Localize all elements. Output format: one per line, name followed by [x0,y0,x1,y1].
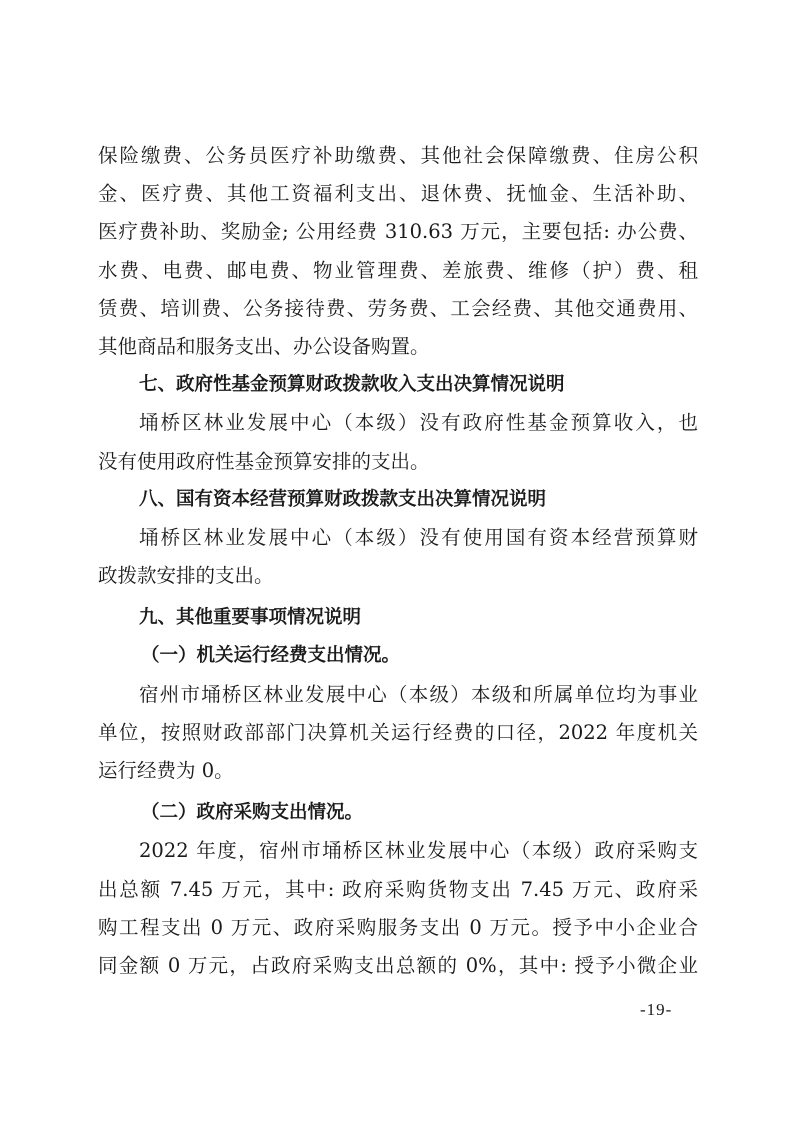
body-line: 同金额 0 万元，占政府采购支出总额的 0%，其中: 授予小微企业 [98,953,698,977]
body-line: 埇桥区林业发展中心（本级）没有使用国有资本经营预算财 [139,525,698,549]
body-line: 水费、电费、邮电费、物业管理费、差旅费、维修（护）费、租 [98,258,698,282]
body-line: 宿州市埇桥区林业发展中心（本级）本级和所属单位均为事业 [139,682,698,706]
body-line: 购工程支出 0 万元、政府采购服务支出 0 万元。授予中小企业合 [98,915,698,939]
body-line: 其他商品和服务支出、办公设备购置。 [98,334,430,358]
section-heading-8: 八、国有资本经营预算财政拨款支出决算情况说明 [139,488,547,510]
body-line: 单位，按照财政部部门决算机关运行经费的口径，2022 年度机关 [98,720,698,744]
body-line: 运行经费为 0。 [98,759,234,782]
body-line: 出总额 7.45 万元，其中: 政府采购货物支出 7.45 万元、政府采 [98,877,698,901]
body-line: 没有使用政府性基金预算安排的支出。 [98,449,430,473]
body-line: 医疗费补助、奖励金; 公用经费 310.63 万元，主要包括: 办公费、 [98,220,698,244]
subsection-heading-2: （二）政府采购支出情况。 [141,802,364,824]
section-heading-7: 七、政府性基金预算财政拨款收入支出决算情况说明 [139,374,565,396]
body-line: 2022 年度，宿州市埇桥区林业发展中心（本级）政府采购支 [139,839,698,863]
body-line: 埇桥区林业发展中心（本级）没有政府性基金预算收入，也 [139,411,698,435]
body-text [98,137,698,985]
body-line: 政拨款安排的支出。 [98,564,274,588]
section-heading-9: 九、其他重要事项情况说明 [139,607,362,629]
body-line: 金、医疗费、其他工资福利支出、退休费、抚恤金、生活补助、 [98,182,698,206]
body-line: 赁费、培训费、公务接待费、劳务费、工会经费、其他交通费用、 [98,296,698,320]
page-number: -19- [640,1000,673,1019]
body-line: 保险缴费、公务员医疗补助缴费、其他社会保障缴费、住房公积 [98,144,698,167]
subsection-heading-1: （一）机关运行经费支出情况。 [141,645,401,667]
